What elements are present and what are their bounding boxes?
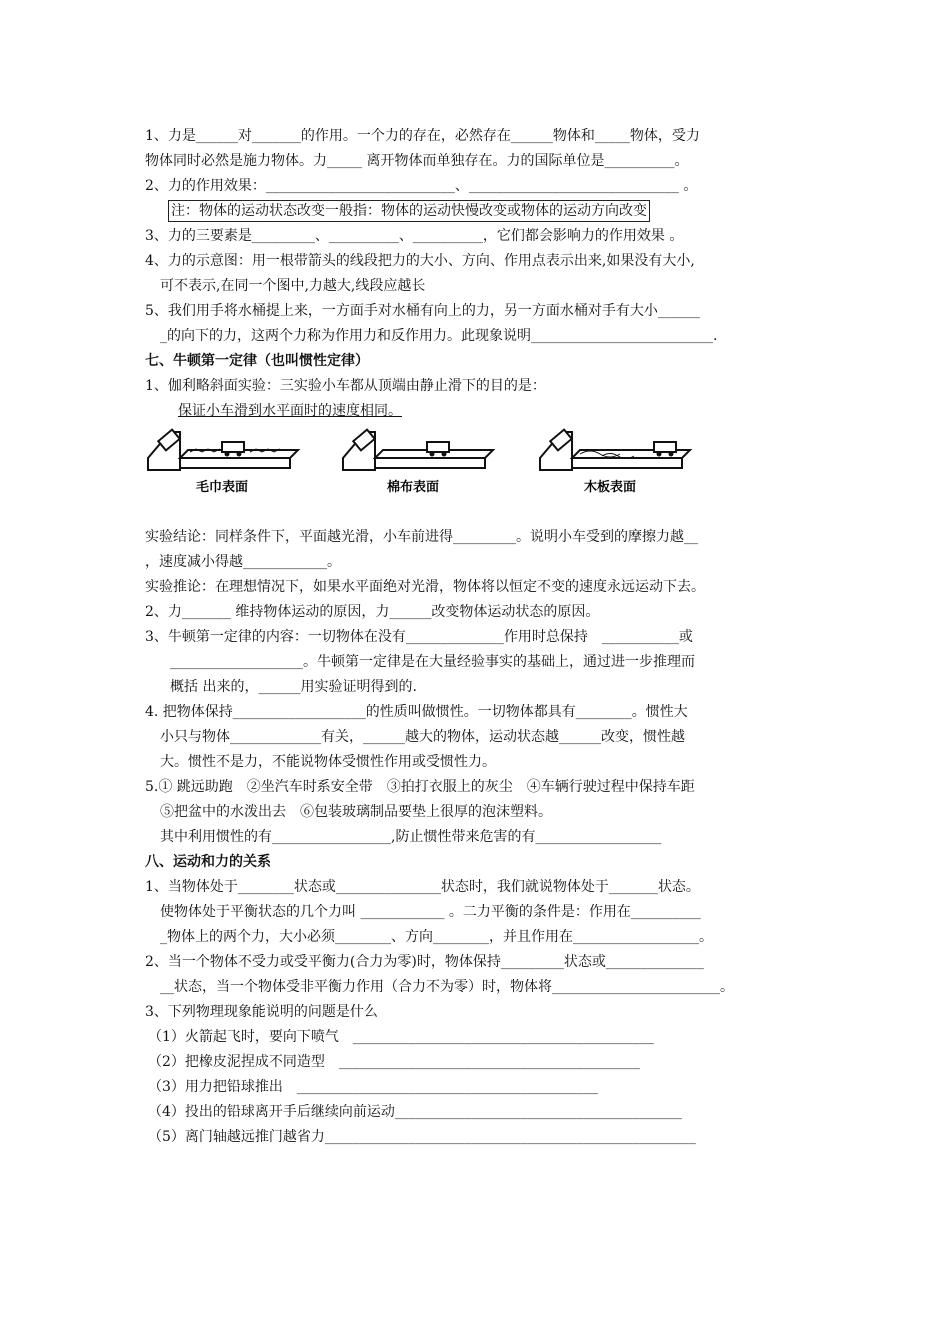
question-5: （5）离门轴越远推门越省力_____________________________________________________ [148,1129,696,1145]
line-15: 3、牛顿第一定律的内容：一切物体在没有______________作用时总保持 ___________或 [145,629,693,645]
section-8-heading: 八、运动和力的关系 [145,854,271,870]
line-10: 保证小车滑到水平面时的速度相同。 [178,403,402,419]
line-20: 大。惯性不是力，不能说物体受惯性作用或受惯性力。 [160,754,496,770]
line-8: _的向下的力，这两个力称为作用力和反作用力。此现象说明__________________________. [160,328,718,344]
caption-cotton: 棉布表面 [387,480,440,495]
line-13: 实验推论：在理想情况下，如果水平面绝对光滑，物体将以恒定不变的速度永远运动下去。 [145,579,705,595]
line-12: ，速度减小得越____________。 [145,554,341,570]
line-18: 4. 把物体保持___________________的性质叫做惯性。一切物体都具有________。惯性大 [145,704,688,720]
line-25: 使物体处于平衡状态的几个力叫 ____________ 。二力平衡的条件是：作用在__________ [160,904,701,920]
line-6: 可不表示,在同一个图中,力越大,线段应越长 [160,278,426,294]
line-5: 4、力的示意图：用一根带箭头的线段把力的大小、方向、作用点表示出来,如果没有大小, [145,253,695,269]
line-21: 5.① 跳远助跑 ②坐汽车时系安全带 ③拍打衣服上的灰尘 ④车辆行驶过程中保持车距 [145,779,695,795]
cotton-surface-diagram [343,430,493,495]
line-2: 物体同时必然是施力物体。力_____ 离开物体而单独存在。力的国际单位是__________。 [145,153,689,169]
line-11: 实验结论：同样条件下，平面越光滑，小车前进得_________。说明小车受到的摩擦力越__ [145,529,698,545]
caption-towel: 毛巾表面 [196,480,249,495]
caption-wood: 木板表面 [584,480,637,495]
line-7: 5、我们用手将水桶提上来，一方面手对水桶有向上的力，另一方面水桶对手有大小______ [145,303,700,319]
line-3: 2、力的作用效果：___________________________、______________________________ 。 [145,178,698,194]
question-3: （3）用力把铅球推出 ___________________________________________ [148,1079,598,1095]
line-16: ___________________。牛顿第一定律是在大量经验事实的基础上，通过进一步推理而 [170,654,695,670]
line-22: ⑤把盆中的水泼出去 ⑥包装玻璃制品要垫上很厚的泡沫塑料。 [160,804,552,820]
line-14: 2、力_______ 维持物体运动的原因，力______改变物体运动状态的原因。 [145,604,600,620]
note-box: 注：物体的运动状态改变一般指：物体的运动快慢改变或物体的运动方向改变 [168,200,650,222]
line-19: 小只与物体_____________有关，______越大的物体，运动状态越______改变，惯性越 [160,729,685,745]
line-17: 概括 出来的，______用实验证明得到的. [170,679,417,695]
line-9: 1、伽利略斜面实验：三实验小车都从顶端由静止滑下的目的是： [145,378,546,394]
line-29: 3、下列物理现象能说明的问题是什么 [145,1004,378,1020]
question-1: （1）火箭起飞时，要向下喷气 ___________________________________________ [148,1029,654,1045]
towel-surface-diagram [148,430,298,495]
line-27: 2、当一个物体不受力或受平衡力(合力为零)时，物体保持_________状态或______________ [145,954,704,970]
section-7-heading: 七、牛顿第一定律（也叫惯性定律） [145,353,369,369]
incline-experiment-figure [140,418,700,498]
line-23: 其中利用惯性的有_________________,防止惯性带来危害的有__________________ [160,829,662,845]
line-4: 3、力的三要素是_________、__________、__________，它们都会影响力的作用效果 。 [145,228,684,244]
line-24: 1、当物体处于________状态或_______________状态时，我们就说物体处于_______状态。 [145,879,700,895]
line-26: _物体上的两个力，大小必须________、方向________，并且作用在__________________。 [160,929,713,945]
question-2: （2）把橡皮泥捏成不同造型 ___________________________________________ [148,1054,640,1070]
line-1: 1、力是______对_______的作用。一个力的存在，必然存在______物体和_____物体，受力 [145,128,700,144]
wood-surface-diagram [540,430,690,495]
question-4: （4）投出的铅球离开手后继续向前运动_________________________________________ [148,1104,682,1120]
line-28: __状态，当一个物体受非平衡力作用（合力不为零）时，物体将________________________。 [160,979,734,995]
